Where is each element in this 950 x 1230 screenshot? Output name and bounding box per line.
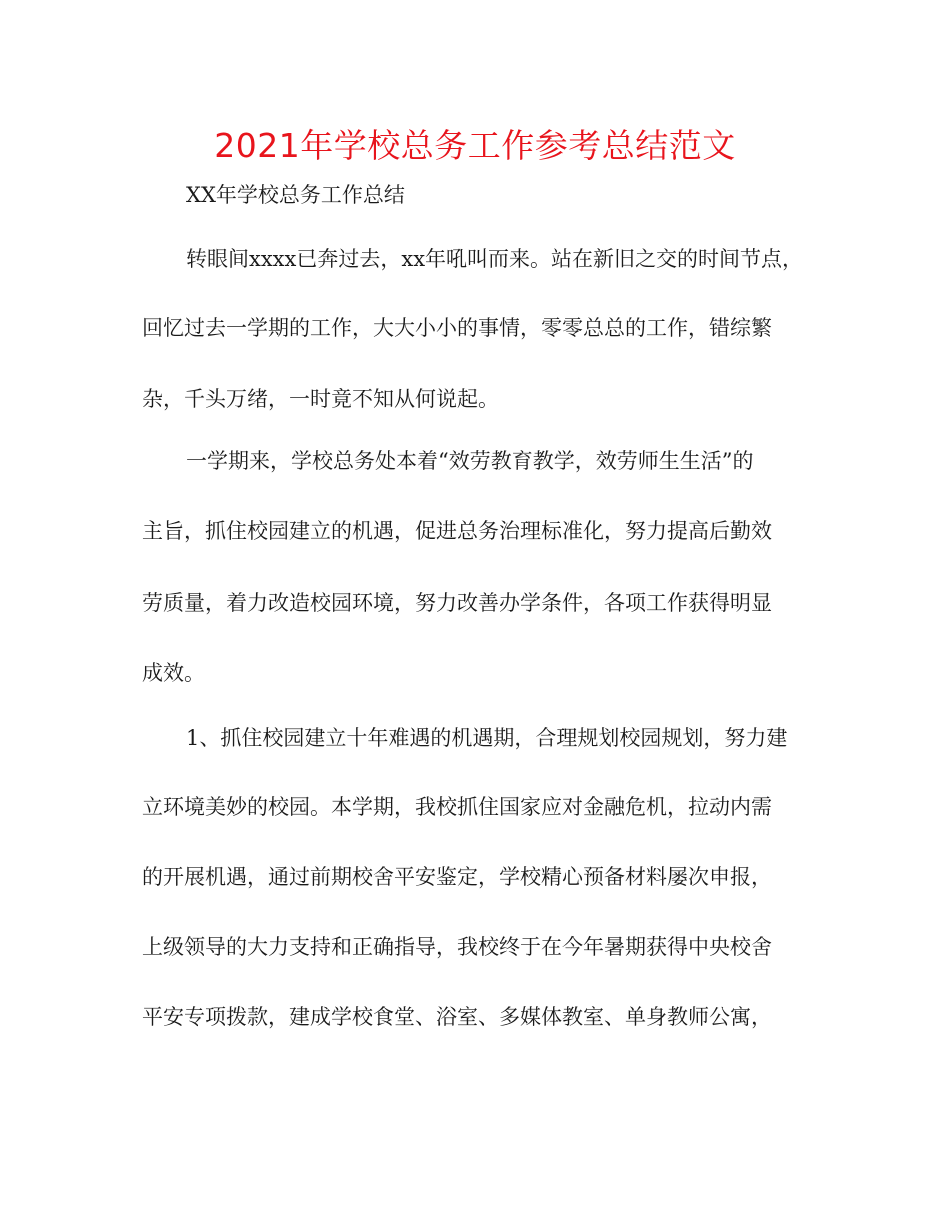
paragraph-line: 平安专项拨款，建成学校食堂、浴室、多媒体教室、单身教师公寓， bbox=[142, 1005, 772, 1029]
paragraph-line: 回忆过去一学期的工作，大大小小的事情，零零总总的工作，错综繁 bbox=[142, 316, 772, 340]
paragraph-line: 的开展机遇，通过前期校舍平安鉴定，学校精心预备材料屡次申报， bbox=[142, 865, 772, 889]
paragraph-line: 1、抓住校园建立十年难遇的机遇期，合理规划校园规划，努力建 bbox=[186, 726, 788, 750]
paragraph-line: 主旨，抓住校园建立的机遇，促进总务治理标准化，努力提高后勤效 bbox=[142, 519, 772, 543]
subtitle-line: XX年学校总务工作总结 bbox=[186, 183, 405, 207]
document-title: 2021年学校总务工作参考总结范文 bbox=[214, 126, 736, 165]
paragraph-line: 立环境美妙的校园。本学期，我校抓住国家应对金融危机，拉动内需 bbox=[142, 795, 772, 819]
paragraph-line: 劳质量，着力改造校园环境，努力改善办学条件，各项工作获得明显 bbox=[142, 591, 772, 615]
paragraph-line: 上级领导的大力支持和正确指导，我校终于在今年暑期获得中央校舍 bbox=[142, 935, 772, 959]
paragraph-line: 杂，千头万绪，一时竟不知从何说起。 bbox=[142, 387, 499, 411]
paragraph-line: 一学期来，学校总务处本着“效劳教育教学，效劳师生生活”的 bbox=[186, 449, 754, 473]
paragraph-line: 成效。 bbox=[142, 661, 205, 685]
paragraph-line: 转眼间xxxx已奔过去，xx年吼叫而来。站在新旧之交的时间节点， bbox=[186, 247, 804, 271]
